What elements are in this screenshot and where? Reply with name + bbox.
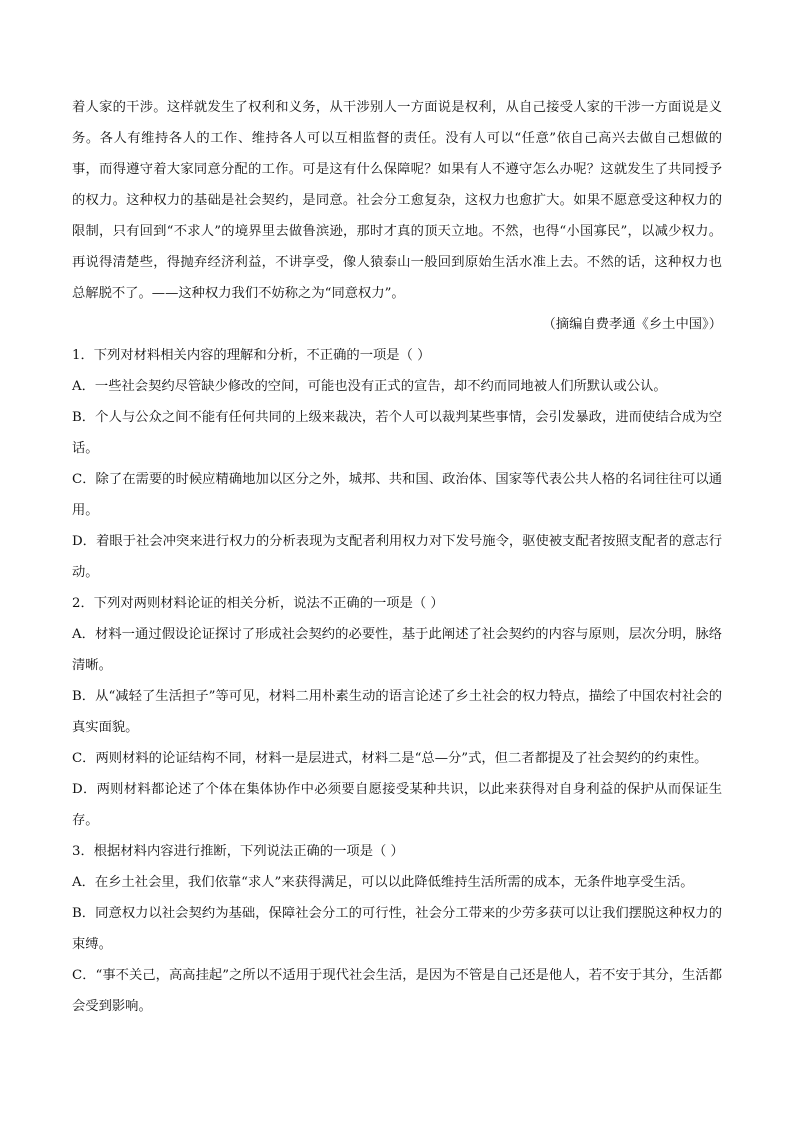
question-1-stem: 1．下列对材料相关内容的理解和分析，不正确的一项是（ ） <box>72 348 431 363</box>
question-3-option-a: A．在乡土社会里，我们依靠“求人”来获得满足，可以以此降低维持生活所需的成本，无条件地享受生活。 <box>72 875 694 890</box>
question-3-option-c: C．“事不关己，高高挂起”之所以不适用于现代社会生活，是因为不管是自己还是他人，若不安于其分，生活都会受到影响。 <box>72 968 722 1014</box>
question-2-option-c: C．两则材料的论证结构不同，材料一是层进式，材料二是“总—分”式，但二者都提及了社会契约的约束性。 <box>72 751 708 766</box>
document-page <box>72 92 722 1022</box>
question-1-option-a: A．一些社会契约尽管缺少修改的空间，可能也没有正式的宣告，却不约而同地被人们所默认或公认。 <box>72 379 667 394</box>
question-2-option-b: B．从“减轻了生活担子”等可见，材料二用朴素生动的语言论述了乡土社会的权力特点，描绘了中国农村社会的真实面貌。 <box>72 689 722 735</box>
question-3-option-b: B．同意权力以社会契约为基础，保障社会分工的可行性，社会分工带来的少劳多获可以让我们摆脱这种权力的束缚。 <box>72 906 722 952</box>
source-citation: （摘编自费孝通《乡土中国》） <box>542 317 722 332</box>
question-2-option-a: A．材料一通过假设论证探讨了形成社会契约的必要性，基于此阐述了社会契约的内容与原则，层次分明，脉络清晰。 <box>72 627 722 673</box>
question-1-option-c: C．除了在需要的时候应精确地加以区分之外，城邦、共和国、政治体、国家等代表公共人格的名词往往可以通用。 <box>72 472 722 518</box>
question-1-option-b: B．个人与公众之间不能有任何共同的上级来裁决，若个人可以裁判某些事情，会引发暴政，进而使结合成为空话。 <box>72 410 722 456</box>
question-3-stem: 3．根据材料内容进行推断，下列说法正确的一项是（ ） <box>72 844 404 859</box>
question-2-option-d: D．两则材料都论述了个体在集体协作中必须要自愿接受某种共识，以此来获得对自身利益的保护从而保证生存。 <box>72 782 722 828</box>
passage-paragraph: 着人家的干涉。这样就发生了权利和义务，从干涉别人一方面说是权利，从自己接受人家的干涉一方面说是义务。各人有维持各人的工作、维持各人可以互相监督的责任。没有人可以“任意”依自己高兴去做自己想做的事，而得遵守着大家同意分配的工作。可是这有什么保障呢？如果有人不遵守怎么办呢？这就发生了共同授予的权力。这种权力的基础是社会契约，是同意。社会分工愈复杂，这权力也愈扩大。如果不愿意受这种权力的限制，只有回到“不求人”的境界里去做鲁滨逊，那时才真的顶天立地。不然，也得“小国寡民”，以减少权力。再说得清楚些，得抛弃经济利益，不讲享受，像人猿泰山一般回到原始生活水准上去。不然的话，这种权力也总解脱不了。——这种权力我们不妨称之为“同意权力”。 <box>72 100 722 301</box>
question-1-option-d: D．着眼于社会冲突来进行权力的分析表现为支配者利用权力对下发号施令，驱使被支配者按照支配者的意志行动。 <box>72 534 722 580</box>
question-2-stem: 2．下列对两则材料论证的相关分析，说法不正确的一项是（ ） <box>72 596 444 611</box>
